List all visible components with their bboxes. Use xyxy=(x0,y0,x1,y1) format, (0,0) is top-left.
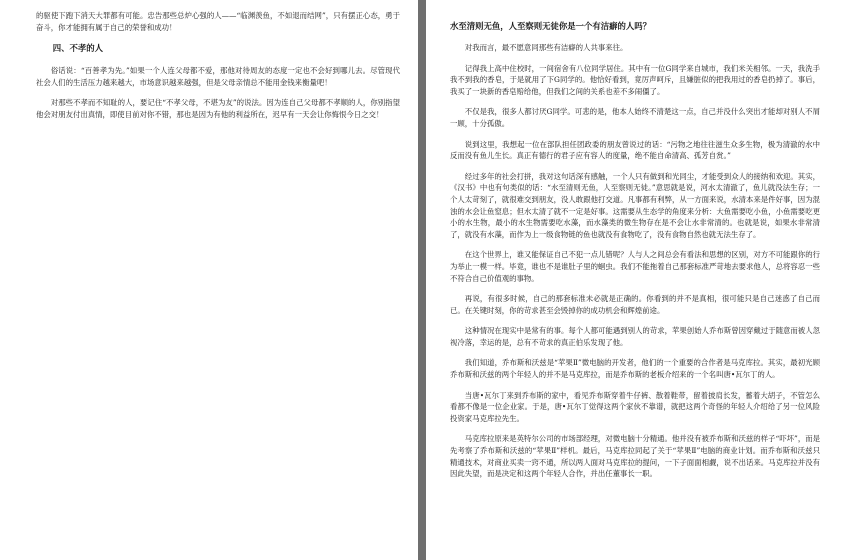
paragraph: 说到这里，我想起一位在部队担任团政委的朋友曾说过的话：“污物之地往往滋生众多生物，极为清澈的水中反而没有鱼儿生长。真正有德行的君子应有容人的度量，绝不能自命清高、孤芳自赏。” xyxy=(450,139,820,161)
left-page xyxy=(0,0,418,560)
paragraph: 再说，有很多时候，自己的那套标准未必就是正确的。你看到的并不是真相，很可能只是自己迷惑了自己而已。在关键时刻，你的苛求甚至会毁掉你的成功机会和辉煌前途。 xyxy=(450,294,820,315)
paragraph: 当唐•瓦尔丁来到乔布斯的家中，看见乔布斯穿着牛仔裤、散着鞋带，留着披肩长发，蓄着大胡子，不管怎么看都不像是一位企业家。于是，唐•瓦尔丁觉得这两个家伙不靠谱，就把这两个奇怪的年轻人介绍给了另一位风险投资家马克库拉先生。 xyxy=(450,390,820,423)
paragraph: 的驱使下跑下消天大罪都有可能。忠告那些总炉心强的人——“临渊羡鱼，不如退而结网”，只有摆正心态，勇于奋斗，你才能拥有属于自己的荣誉和成功！ xyxy=(36,11,400,32)
paragraph: 对我而言，最不愿意同那些有洁癖的人共事来往。 xyxy=(464,43,628,52)
article-title: 水至清则无鱼，人至察则无徒你是一个有洁癖的人吗？ xyxy=(450,21,651,31)
section-heading: 四、不孝的人 xyxy=(52,43,104,54)
paragraph: 记得我上高中住校时，一间宿舍有八位同学居住。其中有一位G同学来自城市，我们米关相邻。一天，我洗手我不到我的香皂，于是就用了下G同学的。他恰好看到，竟厉声呵斥，且嫌脏似的把我用过的香皂扔掉了。事后，我买了一块新的香皂赔给他，但我们之间的关系也差不多闹僵了。 xyxy=(450,63,820,96)
paragraph: 俗话说：“百善孝为先。”如果一个人连父母都不爱，那他对待周友的态度一定也不会好到哪儿去。尽管现代社会人们的生活压力越来越大，市场意识越来越强，但是父母亲情总不能用金钱来衡量吧！ xyxy=(36,66,400,87)
paragraph: 对那些不孝而不知耻的人，要记住“不孝父母，不堪为友”的说法。因为连自己父母都不孝顺的人，你别指望他会对朋友付出真情，即使目前对你不错，那也是因为有他的利益所在，迟早有一天会让你悔恨今日之交！ xyxy=(36,98,400,119)
paragraph: 在这个世界上，谁又能保证自己不犯一点儿错呢？人与人之间总会有看法和思想的区别，对方不可能跟你的行为举止一模一样。毕竟，谁也不是谁肚子里的蛔虫。我们不能拖着自己那套标准严苛地去要求他人，总将容忍一些不符合自己价值观的事物。 xyxy=(450,250,820,283)
right-page xyxy=(426,0,844,560)
paragraph: 马克库拉原来是英特尔公司的市场部经理，对微电脑十分精通。他并没有被乔布斯和沃兹的样子“吓坏”，而是先考察了乔布斯和沃兹的“苹果Ⅱ”样机。最后，马克库拉同起了关于“苹果Ⅱ”电脑的商业计划。而乔布斯和沃兹只精通技术，对商业买卖一窍不通，所以两人面对马克库拉的提问，一下子面面相觑，说不出话来。马克库拉并没有因此失望，而是决定和这两个年轻人合作，并出任董事长一职。 xyxy=(450,434,820,479)
paragraph: 不仅是我，很多人都讨厌G同学。可悲的是，他本人始终不清楚这一点，自己并没什么突出才能却对别人不屑一顾，十分孤傲。 xyxy=(450,107,820,128)
paragraph: 我们知道，乔布斯和沃兹是“苹果Ⅱ”微电脑的开发者，他们的一个重要的合作者是马克库拉。其实，最初光顾乔布斯和沃兹的两个年轻人的并不是马克库拉，而是乔布斯的老板介绍来的一个名叫唐•瓦尔丁的人。 xyxy=(450,358,820,380)
paragraph: 这种情况在现实中是常有的事。每个人都可能遇到别人的苛求，苹果创始人乔布斯曾因穿戴过于随意而被人忽视冷落，幸运的是，总有不苛求的真正伯乐发现了他。 xyxy=(450,326,820,347)
paragraph: 经过多年的社会打拼，我对这句话深有感触，一个人只有做到和光同尘，才能受到众人的接纳和欢迎。其实，《汉书》中也有句类似的话：“水至清则无鱼，人至察则无徒。”意思就是说，河水太清澈了，鱼儿就没法生存；一个人太苛刻了，就很难交到朋友，没人敢跟他打交道。凡事都有利弊，从一方面来说，水清本来是件好事，因为混浊的水会让鱼窒息；但水太清了就不一定是好事。这需要从生态学的角度来分析：大鱼需要吃小鱼，小鱼需要吃更小的水生物，最小的水生物需要吃水藻，而水藻类的微生物存在是不会让水非常清的。也就是说，如果水非常清了，就没有水藻，而作为上一级食物链的鱼也就没有食物吃了，没有食物自然也就无法生存了。 xyxy=(450,171,820,239)
